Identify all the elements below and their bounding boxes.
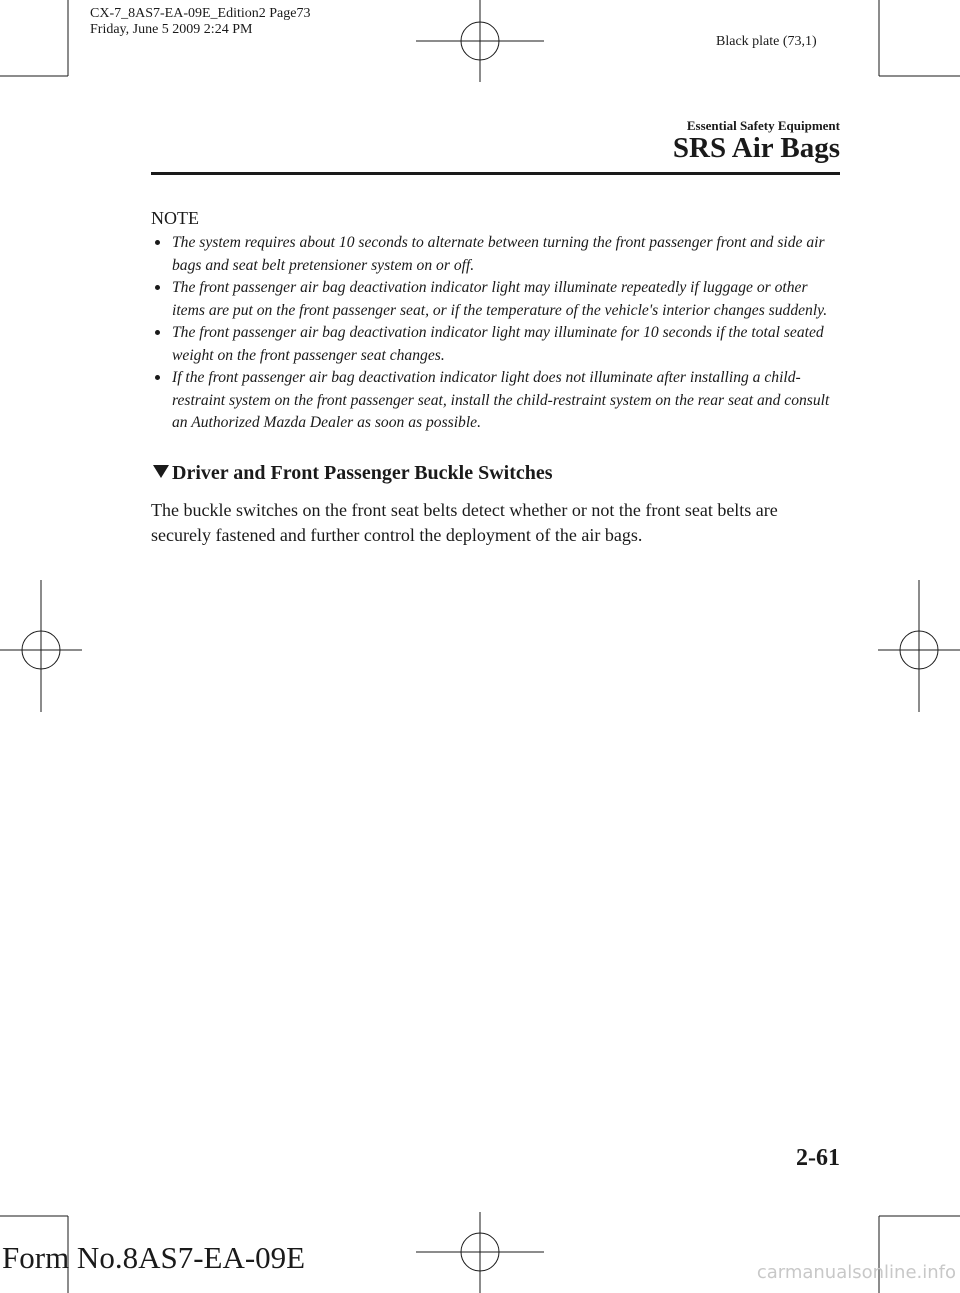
page-number: 2-61: [796, 1145, 840, 1171]
note-item-text: The front passenger air bag deactivation indicator light may illuminate for 10 seconds if the total seated weight on the front passenger seat changes.: [172, 324, 824, 364]
subsection-body: The buckle switches on the front seat belts detect whether or not the front seat belts are securely fastened and further control the deployment of the air bags.: [151, 500, 778, 545]
note-item: [151, 277, 841, 322]
plate-label: Black plate (73,1): [716, 34, 817, 49]
section-title: SRS Air Bags: [672, 132, 840, 164]
subsection-heading: [153, 462, 553, 485]
note-item: [151, 367, 841, 435]
note-item: [151, 232, 841, 277]
form-number: Form No.8AS7-EA-09E: [2, 1240, 306, 1275]
subsection-heading-text: Driver and Front Passenger Buckle Switches: [172, 462, 553, 484]
note-item-text: The front passenger air bag deactivation indicator light may illuminate repeatedly if luggage or other items are put on the front passenger seat, or if the temperature of the vehicle's interior changes suddenly.: [172, 279, 828, 319]
note-item: [151, 322, 841, 367]
note-item-text: If the front passenger air bag deactivation indicator light does not illuminate after installing a child-restraint system on the front passenger seat, install the child-restraint system on the rear seat and consult an Authorized Mazda Dealer as soon as possible.: [172, 369, 830, 431]
bullet-icon: [155, 375, 160, 380]
triangle-down-icon: [153, 465, 169, 478]
print-file-name: CX-7_8AS7-EA-09E_Edition2 Page73: [90, 6, 311, 21]
bullet-icon: [155, 330, 160, 335]
bullet-icon: [155, 285, 160, 290]
note-item-text: The system requires about 10 seconds to alternate between turning the front passenger front and side air bags and seat belt pretensioner system on or off.: [172, 234, 825, 274]
bullet-icon: [155, 240, 160, 245]
watermark: carmanualsonline.info: [756, 1262, 956, 1283]
print-file-info: [90, 6, 310, 38]
print-timestamp: Friday, June 5 2009 2:24 PM: [90, 22, 253, 37]
note-list: [151, 232, 841, 435]
section-label: Essential Safety Equipment: [686, 118, 840, 133]
note-heading: NOTE: [151, 208, 199, 228]
header-rule: [151, 172, 840, 175]
